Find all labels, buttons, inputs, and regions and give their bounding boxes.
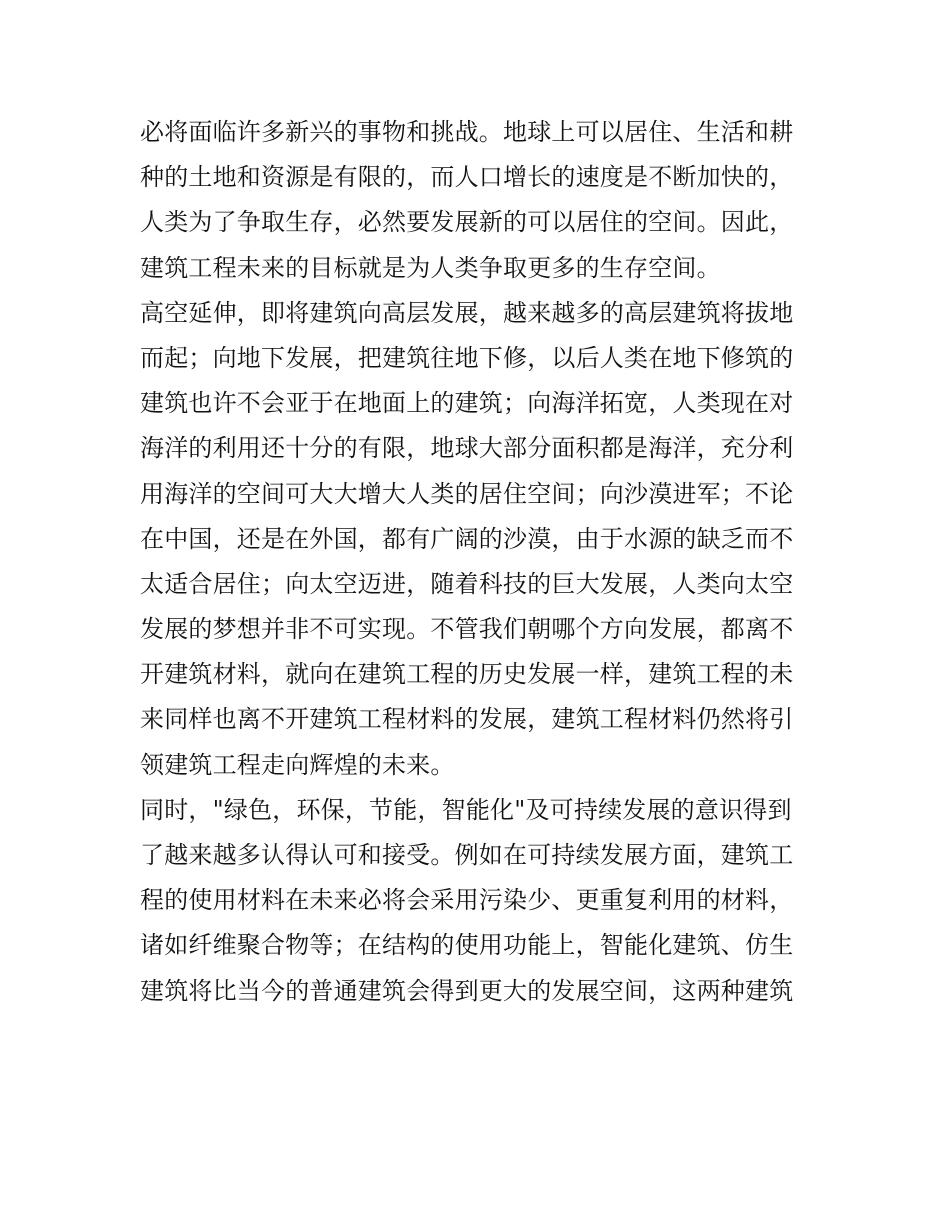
text-line: 人类为了争取生存，必然要发展新的可以居住的空间。因此， xyxy=(140,208,794,237)
text-line: 来同样也离不开建筑工程材料的发展，建筑工程材料仍然将引 xyxy=(140,705,794,734)
text-line: 诸如纤维聚合物等；在结构的使用功能上，智能化建筑、仿生 xyxy=(140,931,794,960)
text-line: 用海洋的空间可大大增大人类的居住空间；向沙漠进军；不论 xyxy=(140,479,794,508)
text-line: 建筑工程未来的目标就是为人类争取更多的生存空间。 xyxy=(140,253,721,282)
text-line: 发展的梦想并非不可实现。不管我们朝哪个方向发展，都离不 xyxy=(140,615,794,644)
text-line: 必将面临许多新兴的事物和挑战。地球上可以居住、生活和耕 xyxy=(140,118,794,146)
text-line: 领建筑工程走向辉煌的未来。 xyxy=(140,750,455,779)
text-line: 程的使用材料在未来必将会采用污染少、更重复利用的材料， xyxy=(140,886,794,915)
paragraph-2 xyxy=(140,291,820,788)
text-line: 高空延伸，即将建筑向高层发展，越来越多的高层建筑将拔地 xyxy=(140,298,794,327)
paragraph-1 xyxy=(140,110,820,291)
text-line: 了越来越多认得认可和接受。例如在可持续发展方面，建筑工 xyxy=(140,841,794,869)
text-line: 种的土地和资源是有限的，而人口增长的速度是不断加快的， xyxy=(140,163,794,192)
text-line: 开建筑材料，就向在建筑工程的历史发展一样，建筑工程的未 xyxy=(140,660,794,689)
text-line: 海洋的利用还十分的有限，地球大部分面积都是海洋，充分利 xyxy=(140,434,794,463)
text-line: 而起；向地下发展，把建筑往地下修，以后人类在地下修筑的 xyxy=(140,343,794,372)
text-line: 建筑将比当今的普通建筑会得到更大的发展空间，这两种建筑 xyxy=(140,976,794,1005)
paragraph-3 xyxy=(140,788,820,1014)
text-line: 同时，"绿色，环保，节能，智能化"及可持续发展的意识得到 xyxy=(140,795,792,824)
text-line: 太适合居住；向太空迈进，随着科技的巨大发展，人类向太空 xyxy=(140,569,794,598)
document-body xyxy=(140,110,820,1014)
text-line: 在中国，还是在外国，都有广阔的沙漠，由于水源的缺乏而不 xyxy=(140,524,794,553)
text-line: 建筑也许不会亚于在地面上的建筑；向海洋拓宽，人类现在对 xyxy=(140,389,794,418)
